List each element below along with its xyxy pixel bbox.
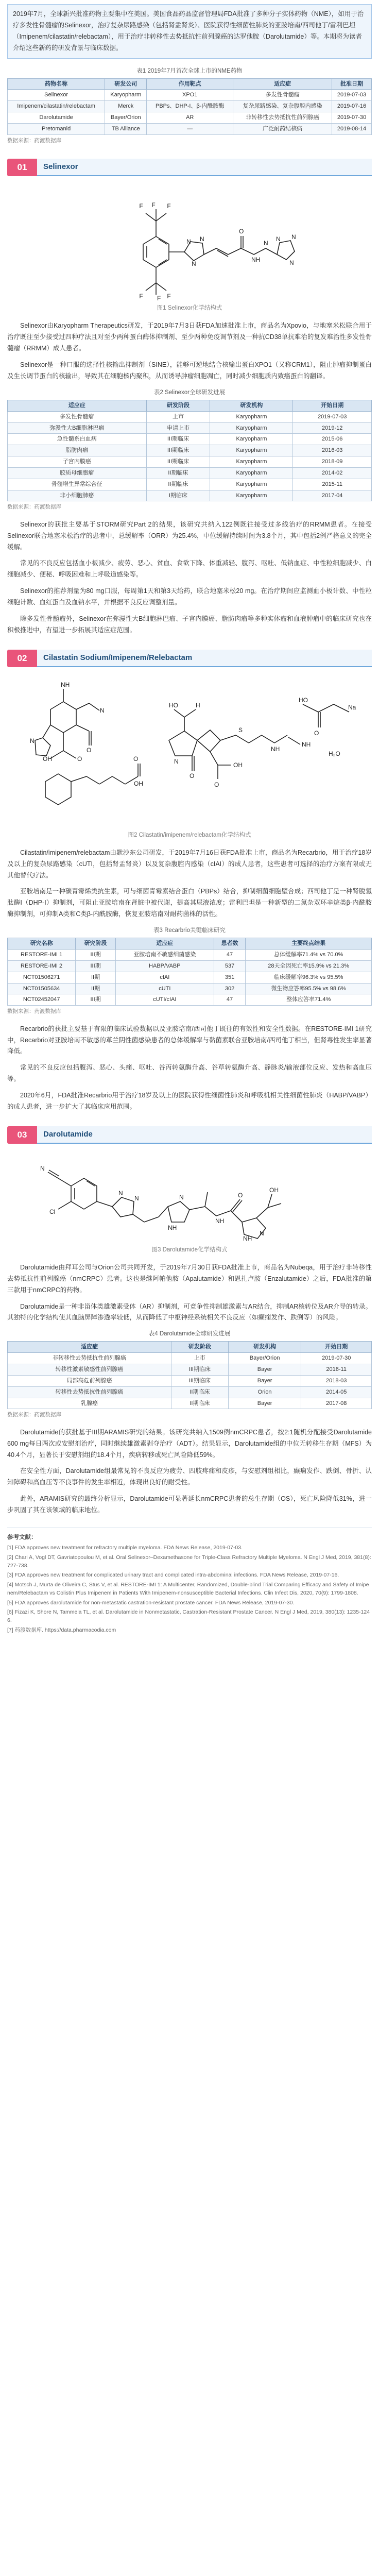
table-cell: Karyopharm — [210, 422, 293, 434]
table-row — [8, 1386, 372, 1398]
darolutamide-structure-image — [7, 1150, 372, 1243]
section1-title: Selinexor — [37, 159, 372, 176]
recarbrio-structure-image — [7, 673, 372, 828]
svg-text:NH: NH — [243, 1234, 252, 1242]
section2-number: 02 — [7, 650, 37, 667]
section3-para-4: 在安全性方面，Darolutamide组最常见的不良反应为疲劳、四肢疼痛和皮疹，与安慰剂组相比，癫痫发作、跌倒、骨折、认知障碍和高血压等不良事件的发生率相近，体现出良好的耐受性。 — [7, 1467, 372, 1486]
references — [7, 1528, 372, 1635]
svg-text:F: F — [167, 293, 171, 300]
svg-text:F: F — [139, 293, 143, 300]
table-cell: II期临床 — [171, 1386, 228, 1398]
table-row — [8, 434, 372, 445]
svg-text:OH: OH — [43, 755, 52, 762]
table-cell: II期临床 — [171, 1398, 228, 1409]
table-cell: 2016-03 — [293, 445, 372, 456]
section2-para-2: 亚胺培南是一种碳青霉烯类抗生素，可与细菌青霉素结合蛋白（PBPs）结合，抑制细菌细胞壁合成；西司他丁是一种肾脱氢肽酶I（DHP-I）抑制剂，可阻止亚胺培南在肾脏中被代谢，提高其尿液浓度；雷利巴坦是一种新型的二氮杂双环辛烷类β-内酰胺酶抑制剂，可抑制A类和C类β-内酰胺酶，恢复亚胺培南对耐药菌株的活性。 — [7, 888, 372, 918]
table1-caption: 表1 2019年7月首次全球上市的NME药物 — [136, 67, 243, 74]
table-cell: AR — [147, 112, 233, 124]
svg-text:NH: NH — [215, 1217, 225, 1225]
table-row — [8, 960, 372, 972]
section1-heading — [7, 159, 372, 176]
table1 — [7, 78, 372, 135]
reference-item: [7] 药渡数据库. https://data.pharmacodia.com — [7, 1626, 116, 1633]
table-cell: II期临床 — [146, 479, 210, 490]
table-cell: 申请上市 — [146, 422, 210, 434]
svg-text:N: N — [30, 737, 35, 744]
svg-text:NH: NH — [168, 1224, 177, 1231]
table-cell: Bayer/Orion — [228, 1353, 301, 1364]
table-row — [8, 490, 372, 501]
section1-para-5: Selinexor的推荐剂量为80 mg口服，每周第1天和第3天给药，联合地塞米松20 mg。在治疗期间应监测血小板计数、中性粒细胞计数、血红蛋白及血钠水平，并根据不良反应调整剂量。 — [7, 587, 372, 606]
table-cell: III期临床 — [146, 434, 210, 445]
section3-para-5: 此外，ARAMIS研究的最终分析显示，Darolutamide可显著延长nmCRPC患者的总生存期（OS），死亡风险降低31%，进一步巩固了其在该领域的临床地位。 — [7, 1495, 372, 1514]
table1-header-cell: 药物名称 — [8, 78, 105, 90]
table1-note: 数据来源：药渡数据库 — [7, 137, 61, 144]
table-row — [8, 1398, 372, 1409]
table-row — [8, 983, 372, 994]
table-cell: 2018-09 — [293, 456, 372, 468]
svg-text:O: O — [238, 1191, 243, 1199]
table-cell: Bayer — [228, 1375, 301, 1386]
table-cell: 乳腺癌 — [8, 1398, 171, 1409]
table-cell: 脂肪肉瘤 — [8, 445, 147, 456]
table-cell: NCT01505634 — [8, 983, 76, 994]
table-cell: 2017-08 — [301, 1398, 372, 1409]
svg-text:HO: HO — [299, 696, 308, 704]
svg-text:N: N — [200, 235, 204, 243]
table-cell: Bayer — [228, 1398, 301, 1409]
reference-item: [5] FDA approves darolutamide for non-metastatic castration-resistant prostate cancer. FDA News Release, 2019-07-30. — [7, 1599, 295, 1606]
section1-para-4: 常见的不良反应包括血小板减少、疲劳、恶心、贫血、食欲下降、体重减轻、腹泻、呕吐、低钠血症、中性粒细胞减少、白细胞减少、便秘、呼吸困难和上呼吸道感染等。 — [7, 560, 372, 579]
svg-text:O: O — [214, 781, 219, 788]
section1-figure-caption: 图1 Selinexor化学结构式 — [157, 305, 222, 312]
table-row — [8, 467, 372, 479]
table-cell: 2019-07-30 — [301, 1353, 372, 1364]
table-cell: 上市 — [146, 411, 210, 422]
table2-header-cell: 研发机构 — [210, 400, 293, 411]
table-cell: Karyopharm — [210, 434, 293, 445]
table-row — [8, 972, 372, 983]
table-cell: 广泛耐药结核病 — [233, 124, 332, 135]
table-cell: 微生物应答率95.5% vs 98.6% — [246, 983, 372, 994]
table1-header-cell: 作用靶点 — [147, 78, 233, 90]
svg-text:OH: OH — [233, 761, 243, 769]
table-cell: 复杂尿路感染、复杂腹腔内感染 — [233, 101, 332, 112]
table-cell: 2018-03 — [301, 1375, 372, 1386]
table-cell: II期 — [76, 983, 116, 994]
table4 — [7, 1341, 372, 1409]
section2-para-3: Recarbrio的获批主要基于有限的临床试验数据以及亚胺培南/西司他丁既往的有效性和安全性数据。在RESTORE-IMI 1研究中，Recarbrio对亚胺培南不敏感的革兰阴性菌感染患者的总体缓解率与黏菌素联合亚胺培南/西司他丁相当，但肾毒性发生率显著降低。 — [7, 1025, 372, 1055]
table-cell: cUTI — [115, 983, 214, 994]
table-cell: 47 — [214, 994, 246, 1006]
table-cell: 亚胺培南不敏感细菌感染 — [115, 950, 214, 961]
table-cell: Karyopharm — [210, 456, 293, 468]
svg-text:F: F — [151, 201, 156, 209]
section2-figure-caption: 图2 Cilastatin/imipenem/relebactam化学结构式 — [128, 832, 251, 838]
table-cell: I期临床 — [146, 490, 210, 501]
table-row — [8, 456, 372, 468]
table4-header-row — [8, 1342, 372, 1353]
darolutamide-structure-svg — [30, 1150, 349, 1243]
section1-para-3: Selinexor的获批主要基于STORM研究Part 2的结果，该研究共纳入122例既往接受过多线治疗的RRMM患者。在接受Selinexor联合地塞米松治疗的患者中，总缓解率（ORR）为25.4%，中位缓解持续时间为3.8个月，其中包括2例严格意义的完全缓解。 — [7, 520, 372, 551]
table-cell: 非转移性去势抵抗性前列腺癌 — [8, 1353, 171, 1364]
table-cell: 弥漫性大B细胞淋巴瘤 — [8, 422, 147, 434]
table-cell: Karyopharm — [210, 445, 293, 456]
intro-text: 2019年7月，全球新兴批准药物主要集中在美国。美国食品药品监督管理局FDA批准了多种分子实体药物（NME），如用于治疗多发性骨髓瘤的Selinexor，治疗复杂尿路感染（包括肾盂肾炎）、医院获得性细菌性肺炎的亚胺培南/西司他丁/雷利巴坦（Imipenem/cilastatin/relebactam），用于治疗非转移性去势抵抗性前列腺癌的达罗他胺（Darolutamide）等。本期将为读者介绍这些新药的研发背景与临床数据。 — [13, 10, 364, 52]
table-cell: 子宫内膜癌 — [8, 456, 147, 468]
table-cell: 537 — [214, 960, 246, 972]
svg-text:N: N — [134, 1194, 139, 1202]
table-cell: Karyopharm — [105, 90, 147, 101]
table-cell: 2014-02 — [293, 467, 372, 479]
svg-text:O: O — [314, 729, 319, 737]
table-cell: 多发性骨髓瘤 — [233, 90, 332, 101]
table-cell: 胶质母细胞瘤 — [8, 467, 147, 479]
table-cell: PBPs、DHP-I、β-内酰胺酶 — [147, 101, 233, 112]
table3-header-cell: 适应症 — [115, 938, 214, 950]
table1-header-cell: 批准日期 — [332, 78, 372, 90]
reference-item: [6] Fizazi K, Shore N, Tammela TL, et al. Darolutamide in Nonmetastatic, Castration-Resistant Prostate Cancer. N Engl J Med, 2019, 380(13): 1235-1246. — [7, 1609, 370, 1624]
table-cell: 整体应答率71.4% — [246, 994, 372, 1006]
table-cell: 局部高危前列腺癌 — [8, 1375, 171, 1386]
section1-para-1: Selinexor由Karyopharm Therapeutics研发，于2019年7月3日获FDA加速批准上市，商品名为Xpovio，与地塞米松联合用于治疗既往至少接受过四种疗法且对至少两种蛋白酶体抑制剂、至少两种免疫调节剂及一种抗CD38单抗难治的复发难治性多发性骨髓瘤（RRMM）成人患者。 — [7, 322, 372, 352]
table-cell: 急性髓系白血病 — [8, 434, 147, 445]
table-cell: Selinexor — [8, 90, 105, 101]
svg-text:NH: NH — [251, 256, 261, 264]
table-cell: 临床缓解率96.3% vs 95.5% — [246, 972, 372, 983]
section3-figure-caption: 图3 Darolutamide化学结构式 — [151, 1246, 228, 1253]
svg-text:N: N — [276, 235, 281, 243]
svg-text:N: N — [192, 260, 196, 268]
table-row — [8, 1364, 372, 1376]
section2-heading — [7, 650, 372, 667]
table-cell: cIAI — [115, 972, 214, 983]
section2-para-4: 常见的不良反应包括腹泻、恶心、头痛、呕吐、谷丙转氨酶升高、谷草转氨酶升高、静脉炎/输液部位反应、发热和高血压等。 — [7, 1064, 372, 1083]
table-row — [8, 994, 372, 1006]
section3-para-2: Darolutamide是一种非甾体类雄激素受体（AR）抑制剂，可竞争性抑制雄激素与AR结合，抑制AR核转位及AR介导的转录。其独特的化学结构使其血脑屏障渗透率较低，从而降低了中枢神经系统相关不良反应（如癫痫发作、跌倒等）的风险。 — [7, 1302, 372, 1321]
section1-number: 01 — [7, 159, 37, 176]
table3-header-cell: 主要终点结果 — [246, 938, 372, 950]
table-cell: Imipenem/cilastatin/relebactam — [8, 101, 105, 112]
table4-note: 数据来源：药渡数据库 — [7, 1412, 61, 1418]
table-cell: Orion — [228, 1386, 301, 1398]
selinexor-structure-image — [7, 182, 372, 301]
table-row — [8, 950, 372, 961]
table-cell: 转移性激素敏感性前列腺癌 — [8, 1364, 171, 1376]
table-cell: 2015-11 — [293, 479, 372, 490]
svg-text:N: N — [186, 238, 191, 246]
table-cell: 2019-12 — [293, 422, 372, 434]
svg-text:OH: OH — [269, 1186, 279, 1194]
svg-text:H: H — [196, 701, 200, 709]
section3-heading — [7, 1126, 372, 1144]
svg-text:HO: HO — [169, 701, 178, 709]
table-row — [8, 422, 372, 434]
table-cell: 28天全因死亡率15.9% vs 21.3% — [246, 960, 372, 972]
table-cell: Bayer/Orion — [105, 112, 147, 124]
svg-text:N: N — [118, 1189, 123, 1197]
table-cell: 2014-05 — [301, 1386, 372, 1398]
table-row — [8, 101, 372, 112]
table3-note: 数据来源：药渡数据库 — [7, 1008, 61, 1015]
table-cell: III期临床 — [171, 1364, 228, 1376]
section3-para-1: Darolutamide由拜耳公司与Orion公司共同开发，于2019年7月30日获FDA批准上市，商品名为Nubeqa，用于治疗非转移性去势抵抗性前列腺癌（nmCRPC）患者。这也是继阿帕他胺（Apalutamide）和恩扎卢胺（Enzalutamide）之后，FDA批准的第三款用于nmCRPC的药物。 — [7, 1263, 372, 1294]
table-cell: Darolutamide — [8, 112, 105, 124]
table-cell: NCT02452047 — [8, 994, 76, 1006]
table2-caption: 表2 Selinexor全球研发进展 — [153, 389, 226, 396]
reference-item: [2] Chari A, Vogl DT, Gavriatopoulou M, et al. Oral Selinexor–Dexamethasone for Triple-Class Refractory Multiple Myeloma. N Engl J Med, 2019, 381(8): 727-738. — [7, 1554, 371, 1569]
table-cell: III期临床 — [146, 456, 210, 468]
table3-caption: 表3 Recarbrio关键临床研究 — [153, 927, 226, 934]
svg-text:H₂O: H₂O — [329, 750, 340, 757]
table-cell: Karyopharm — [210, 467, 293, 479]
table-cell: 302 — [214, 983, 246, 994]
table-cell: RESTORE-IMI 2 — [8, 960, 76, 972]
table-cell: III期临床 — [146, 445, 210, 456]
table-cell: 多发性骨髓瘤 — [8, 411, 147, 422]
table-cell: 非转移性去势抵抗性前列腺癌 — [233, 112, 332, 124]
section3-number: 03 — [7, 1126, 37, 1144]
svg-text:N: N — [40, 1164, 45, 1172]
table2-note: 数据来源：药渡数据库 — [7, 504, 61, 511]
table-cell: 2015-06 — [293, 434, 372, 445]
svg-text:O: O — [77, 755, 82, 762]
table-cell: III期 — [76, 994, 116, 1006]
section3-para-3: Darolutamide的获批基于III期ARAMIS研究的结果。该研究共纳入1509例nmCRPC患者，按2:1随机分配接受Darolutamide 600 mg每日两次或安慰剂治疗，同时继续雄激素剥夺治疗（ADT）。结果显示，Darolutamide组的中位无转移生存期（MFS）为40.4个月，显著长于安慰剂组的18.4个月，疾病转移或死亡风险降低59%。 — [7, 1428, 372, 1459]
table2 — [7, 400, 372, 502]
table-cell: II期临床 — [146, 467, 210, 479]
svg-text:N: N — [260, 1229, 264, 1237]
table-row — [8, 1375, 372, 1386]
svg-text:N: N — [179, 1193, 184, 1201]
table-cell: 47 — [214, 950, 246, 961]
svg-text:N: N — [291, 233, 296, 241]
table3-header-cell: 研究阶段 — [76, 938, 116, 950]
table-cell: 2016-11 — [301, 1364, 372, 1376]
table-cell: — — [147, 124, 233, 135]
table-cell: 2019-07-03 — [332, 90, 372, 101]
svg-text:N: N — [264, 240, 268, 247]
svg-text:NH: NH — [271, 745, 280, 753]
reference-item: [1] FDA approves new treatment for refractory multiple myeloma. FDA News Release, 2019-07-03. — [7, 1545, 243, 1551]
table-cell: II期 — [76, 972, 116, 983]
svg-text:O: O — [133, 755, 139, 762]
table3-header-row — [8, 938, 372, 950]
table-cell: Pretomanid — [8, 124, 105, 135]
table-cell: XPO1 — [147, 90, 233, 101]
table-cell: 转移性去势抵抗性前列腺癌 — [8, 1386, 171, 1398]
article — [0, 4, 379, 1652]
section2-para-1: Cilastatin/imipenem/relebactam由默沙东公司研发，于2019年7月16日获FDA批准上市，商品名为Recarbrio，用于治疗18岁及以上的复杂尿路感染（cUTI，包括肾盂肾炎）以及复杂腹腔内感染（cIAI）的成人患者，这些患者可选择的治疗方案有限或无其他替代疗法。 — [7, 849, 372, 879]
table-cell: Karyopharm — [210, 411, 293, 422]
svg-text:F: F — [167, 202, 171, 210]
table4-header-cell: 研发机构 — [228, 1342, 301, 1353]
table-cell: III期临床 — [171, 1375, 228, 1386]
table-cell: 非小细胞肺癌 — [8, 490, 147, 501]
table-cell: 上市 — [171, 1353, 228, 1364]
table3 — [7, 938, 372, 1006]
table1-header-row — [8, 78, 372, 90]
table-cell: 2019-08-14 — [332, 124, 372, 135]
table4-caption: 表4 Darolutamide全球研发进展 — [148, 1331, 231, 1337]
section1-para-2: Selinexor是一种口服的选择性核输出抑制剂（SINE），能够可逆地结合核输出蛋白XPO1（又称CRM1），阻止肿瘤抑制蛋白及生长调节蛋白的核输出，导致其在细胞核内聚积，从而诱导肿瘤细胞凋亡，同时减少细胞质内致癌蛋白的翻译。 — [7, 361, 372, 380]
table-cell: RESTORE-IMI 1 — [8, 950, 76, 961]
table4-header-cell: 开始日期 — [301, 1342, 372, 1353]
table-cell: 骨髓增生异常综合征 — [8, 479, 147, 490]
svg-text:O: O — [190, 772, 195, 779]
svg-text:N: N — [174, 757, 179, 765]
table-cell: Karyopharm — [210, 490, 293, 501]
svg-text:O: O — [239, 228, 244, 235]
table3-header-cell: 患者数 — [214, 938, 246, 950]
table-cell: 2019-07-30 — [332, 112, 372, 124]
svg-text:F: F — [139, 202, 143, 210]
table-row — [8, 90, 372, 101]
table-cell: Merck — [105, 101, 147, 112]
table-cell: HABP/VABP — [115, 960, 214, 972]
table-cell: Bayer — [228, 1364, 301, 1376]
table-cell: NCT01506271 — [8, 972, 76, 983]
svg-text:Cl: Cl — [49, 1208, 56, 1215]
svg-text:NH: NH — [61, 681, 70, 688]
table-row — [8, 124, 372, 135]
table-cell: 2019-07-03 — [293, 411, 372, 422]
table2-header-cell: 适应症 — [8, 400, 147, 411]
svg-text:NH: NH — [302, 740, 311, 748]
table-cell: 351 — [214, 972, 246, 983]
table2-header-cell: 研发阶段 — [146, 400, 210, 411]
table2-header-row — [8, 400, 372, 411]
svg-text:F: F — [157, 295, 161, 301]
svg-text:N: N — [289, 259, 294, 267]
table-cell: TB Alliance — [105, 124, 147, 135]
table-cell: 2019-07-16 — [332, 101, 372, 112]
svg-text:N: N — [100, 706, 105, 714]
table-row — [8, 411, 372, 422]
reference-item: [3] FDA approves new treatment for complicated urinary tract and complicated intra-abdominal infections. FDA News Release, 2019-07-16. — [7, 1572, 339, 1579]
section1-para-6: 除多发性骨髓瘤外，Selinexor在弥漫性大B细胞淋巴瘤、子宫内膜癌、脂肪肉瘤等多种实体瘤和血液肿瘤中的临床研究也在积极推进中，有望进一步拓展其适应症范围。 — [7, 615, 372, 634]
svg-text:OH: OH — [134, 779, 143, 787]
table-cell: cUTI/cIAI — [115, 994, 214, 1006]
table3-header-cell: 研究名称 — [8, 938, 76, 950]
table1-header-cell: 研发公司 — [105, 78, 147, 90]
section2-title: Cilastatin Sodium/Imipenem/Relebactam — [37, 650, 372, 667]
table-cell: III期 — [76, 960, 116, 972]
table-row — [8, 112, 372, 124]
table-row — [8, 479, 372, 490]
table-row — [8, 1353, 372, 1364]
reference-item: [4] Motsch J, Murta de Oliveira C, Stus V, et al. RESTORE-IMI 1: A Multicenter, Randomized, Double-blind Trial Comparing Efficacy and Safety of Imipenem/Relebactam vs Colistin Plus Imipenem in Patients With Imipenem-nonsusceptible Bacterial Infections. Clin Infect Dis, 2020, 70(9): 1799-1808. — [7, 1582, 369, 1596]
table2-header-cell: 开始日期 — [293, 400, 372, 411]
intro-box — [7, 4, 372, 59]
references-title: 参考文献： — [7, 1534, 37, 1540]
svg-text:O: O — [87, 746, 92, 754]
recarbrio-structure-svg — [14, 673, 365, 828]
svg-text:Na: Na — [348, 703, 356, 711]
table-cell: III期 — [76, 950, 116, 961]
section2-para-5: 2020年6月，FDA批准Recarbrio用于治疗18岁及以上的医院获得性细菌性肺炎和呼吸机相关性细菌性肺炎（HABP/VABP）的成人患者，进一步扩大了其临床应用范围。 — [7, 1092, 372, 1110]
table-cell: 2017-04 — [293, 490, 372, 501]
svg-text:S: S — [238, 726, 243, 734]
table4-header-cell: 研发阶段 — [171, 1342, 228, 1353]
table4-header-cell: 适应症 — [8, 1342, 171, 1353]
section3-title: Darolutamide — [37, 1126, 372, 1144]
table1-header-cell: 适应症 — [233, 78, 332, 90]
selinexor-structure-svg — [81, 182, 298, 301]
table-cell: Karyopharm — [210, 479, 293, 490]
table-cell: 总体缓解率71.4% vs 70.0% — [246, 950, 372, 961]
references-list — [7, 1544, 372, 1635]
table-row — [8, 445, 372, 456]
